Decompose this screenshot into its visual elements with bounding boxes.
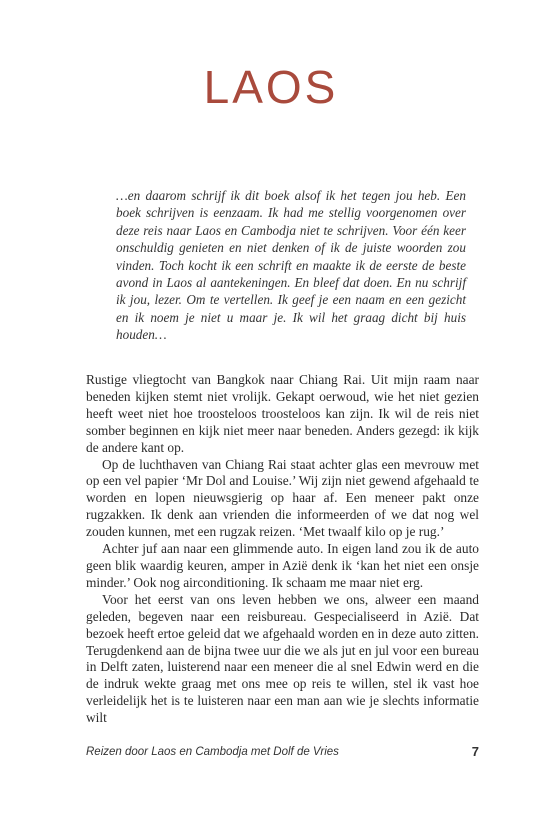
chapter-title: LAOS bbox=[203, 61, 339, 113]
body-text bbox=[86, 372, 479, 727]
paragraph: Voor het eerst van ons leven hebben we ons, alweer een maand geleden, begeven naar een reisbureau. Gespecialiseerd in Azië. Dat bezoek heeft ertoe geleid dat we afgehaald worden en in deze auto zitten. Terugdenkend aan de bijna twee uur die we als jut en jul voor een bureau in Delft zaten, luisterend naar een meneer die al snel Edwin werd en die de indruk wekte graag met ons mee op reis te willen, stel ik vast hoe verleidelijk het is te luisteren naar een man aan wie je slechts informatie wilt bbox=[86, 591, 479, 726]
paragraph: Op de luchthaven van Chiang Rai staat achter glas een mevrouw met op een vel papier ‘Mr Dol and Louise.’ Wij zijn niet gewend afgehaald te worden en lopen nieuwsgierig op haar af. Een meneer pakt onze rugzakken. Ik denk aan vrienden die informeerden of we dat nog wel zouden kunnen, met een rugzak reizen. ‘Met twaalf kilo op je rug.’ bbox=[86, 456, 479, 540]
paragraph: Achter juf aan naar een glimmende auto. In eigen land zou ik de auto geen blik waardig keuren, amper in Azië denk ik ‘kan het niet een onsje minder.’ Ook nog airconditioning. Ik schaam me maar niet erg. bbox=[86, 541, 479, 590]
page-number: 7 bbox=[471, 744, 479, 759]
running-footer: Reizen door Laos en Cambodja met Dolf de Vries bbox=[86, 746, 339, 758]
paragraph: Rustige vliegtocht van Bangkok naar Chiang Rai. Uit mijn raam naar beneden kijken stemt niet vrolijk. Gekapt oerwoud, wie het niet gezien heeft weet niet hoe troosteloos troosteloos kan zijn. Ik wil de reis niet somber beginnen en kijk niet meer naar beneden. Anders gezegd: ik kijk de andere kant op. bbox=[86, 372, 479, 455]
epigraph: …en daarom schrijf ik dit boek alsof ik het tegen jou heb. Een boek schrijven is eenzaam. Ik had me stellig voorgenomen over deze reis naar Laos en Cambodja niet te schrijven. Voor één keer onschuldig genieten en niet denken of ik de juiste woorden zou vinden. Toch kocht ik een schrift en maakte ik de eerste de beste avond in Laos al aantekeningen. En bleef dat doen. En nu schrijf ik jou, lezer. Om te vertellen. Ik geef je een naam en een gezicht en ik noem je niet u maar je. Ik wil het graag dicht bij huis houden… bbox=[116, 188, 466, 343]
